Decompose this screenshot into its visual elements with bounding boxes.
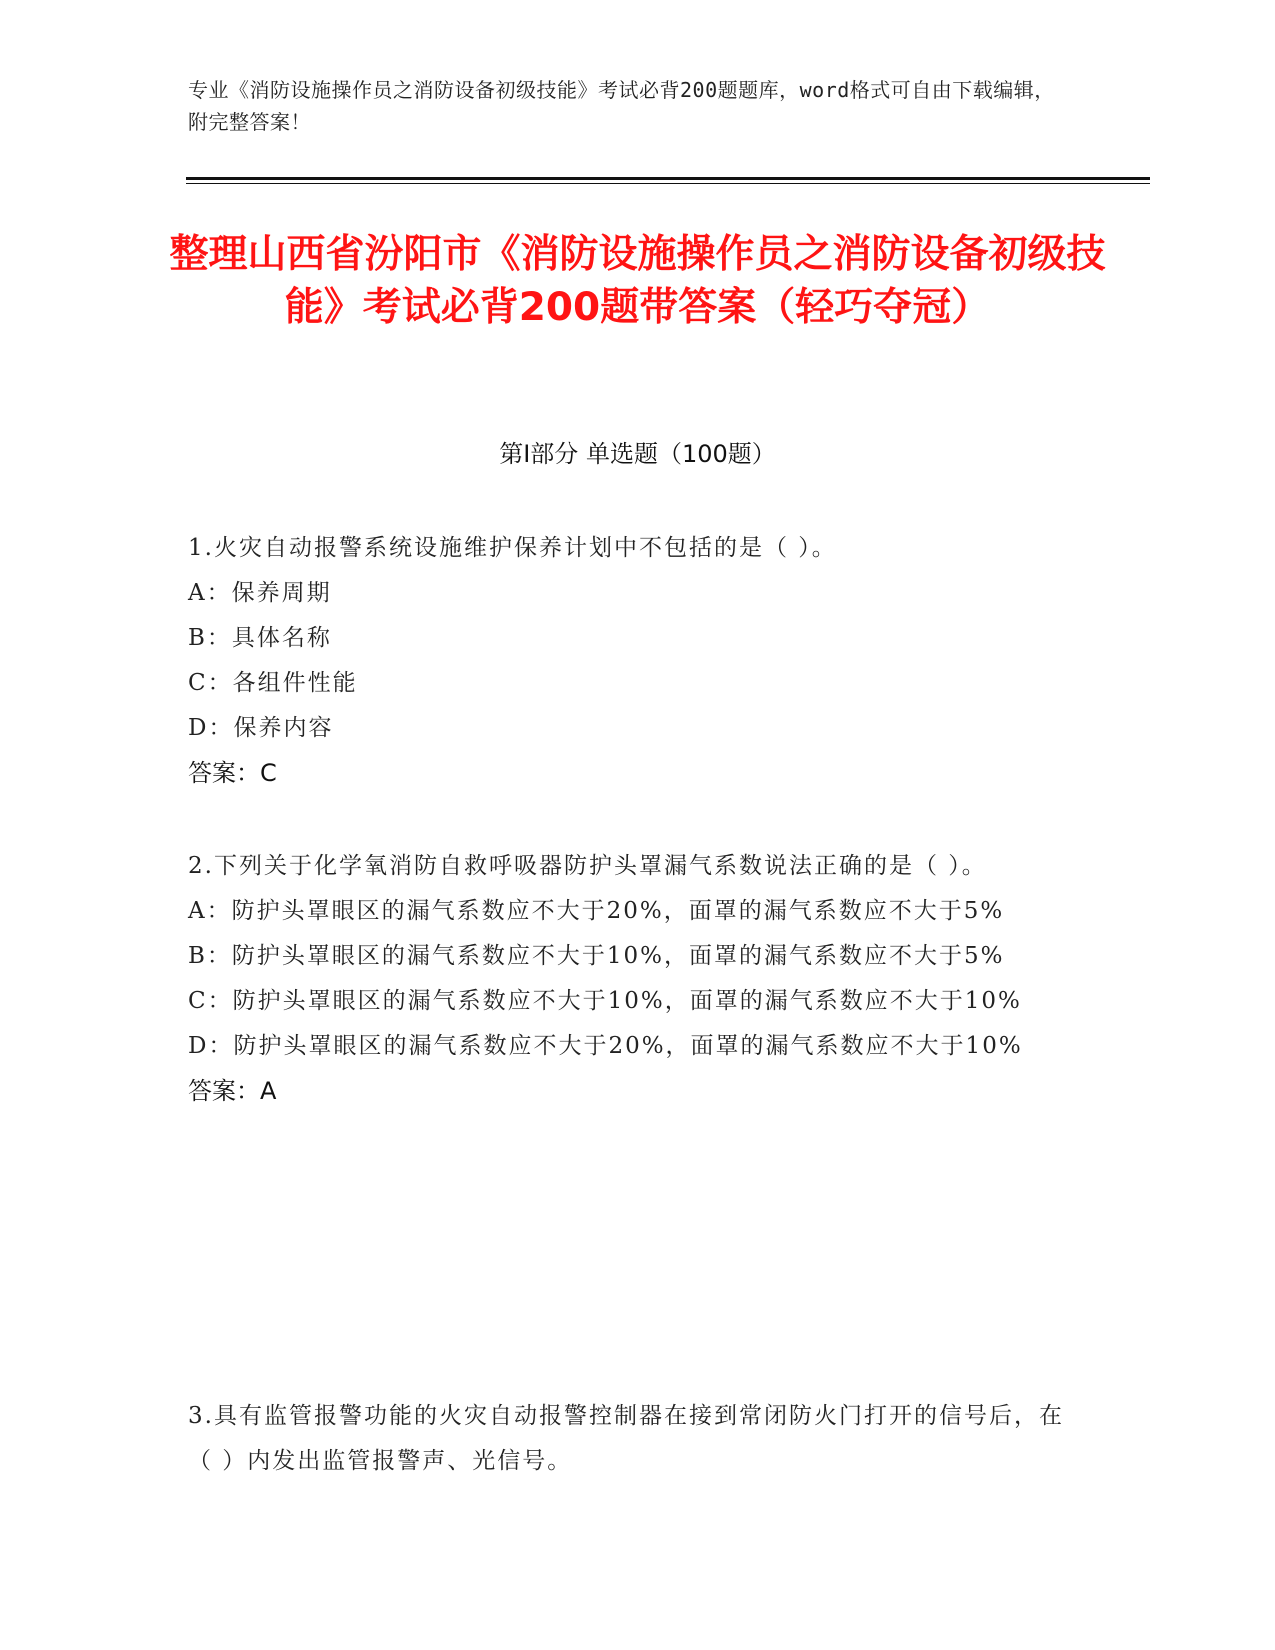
option-a: A：防护头罩眼区的漏气系数应不大于20%，面罩的漏气系数应不大于5% [188,898,1005,924]
option-a: A：保养周期 [188,580,332,606]
question-stem: 2.下列关于化学氧消防自救呼吸器防护头罩漏气系数说法正确的是（ ）。 [188,853,987,879]
option-d: D：保养内容 [188,715,334,741]
option-b: B：具体名称 [188,625,332,651]
question-1 [188,526,1068,796]
header-divider-thick [186,177,1150,180]
option-b: B：防护头罩眼区的漏气系数应不大于10%，面罩的漏气系数应不大于5% [188,943,1005,969]
option-c: C：各组件性能 [188,670,358,696]
option-c: C：防护头罩眼区的漏气系数应不大于10%，面罩的漏气系数应不大于10% [188,988,1022,1014]
question-stem: 1.火灾自动报警系统设施维护保养计划中不包括的是（ ）。 [188,535,837,561]
answer: 答案：C [188,759,277,787]
answer: 答案：A [188,1077,277,1105]
question-3 [188,1394,1068,1484]
section-title: 第Ⅰ部分 单选题（100题） [499,440,776,468]
question-2 [188,844,1068,1114]
header-divider-thin [186,183,1150,184]
question-stem: 3.具有监管报警功能的火灾自动报警控制器在接到常闭防火门打开的信号后，在（ ）内发出监管报警声、光信号。 [188,1403,1064,1474]
header-note: 专业《消防设施操作员之消防设备初级技能》考试必背200题题库，word格式可自由下载编辑，附完整答案！ [188,78,1055,134]
option-d: D：防护头罩眼区的漏气系数应不大于20%，面罩的漏气系数应不大于10% [188,1033,1023,1059]
document-title: 整理山西省汾阳市《消防设施操作员之消防设备初级技能》考试必背200题带答案（轻巧夺冠） [169,232,1106,330]
